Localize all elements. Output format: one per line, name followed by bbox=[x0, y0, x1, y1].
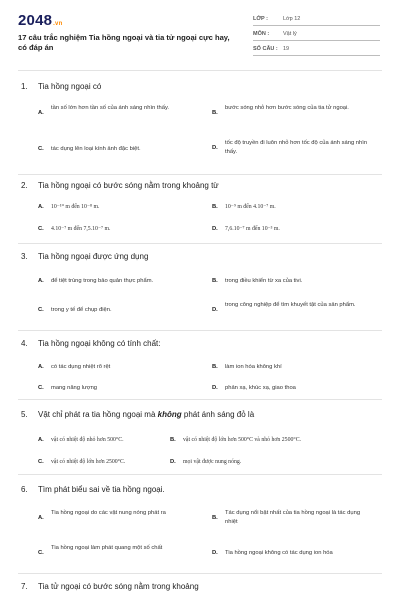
question-text: 5. Vật chỉ phát ra tia hồng ngoại mà không phát ánh sáng đỏ là bbox=[21, 410, 255, 419]
question-divider bbox=[18, 474, 382, 475]
question-text: 4. Tia hồng ngoại không có tính chất: bbox=[21, 339, 161, 348]
question-text: 7. Tia tử ngoại có bước sóng nằm trong khoảng bbox=[21, 582, 199, 591]
question-divider bbox=[18, 174, 382, 175]
header-divider bbox=[18, 70, 382, 71]
meta-subject: MÔN : Vật lý bbox=[253, 29, 380, 41]
logo-text: 2048 bbox=[18, 12, 53, 29]
question-text: 2. Tia hồng ngoại có bước sóng nằm trong khoảng từ bbox=[21, 181, 219, 190]
question-text: 1. Tia hồng ngoại có bbox=[21, 82, 102, 91]
meta-grade: LỚP : Lớp 12 bbox=[253, 14, 380, 26]
document-title: 17 câu trắc nghiệm Tia hồng ngoại và tia tử ngoại cực hay, có đáp án bbox=[18, 33, 230, 52]
logo-suffix: .vn bbox=[53, 21, 63, 27]
question-divider bbox=[18, 243, 382, 244]
meta-question-count: SỐ CÂU : 19 bbox=[253, 44, 380, 56]
document-header bbox=[0, 0, 400, 62]
question-divider bbox=[18, 573, 382, 574]
question-text: 6. Tìm phát biểu sai về tia hồng ngoại. bbox=[21, 485, 165, 494]
question-text: 3. Tia hồng ngoại được ứng dụng bbox=[21, 252, 149, 261]
question-divider bbox=[18, 330, 382, 331]
site-logo[interactable] bbox=[18, 12, 62, 29]
question-divider bbox=[18, 399, 382, 400]
